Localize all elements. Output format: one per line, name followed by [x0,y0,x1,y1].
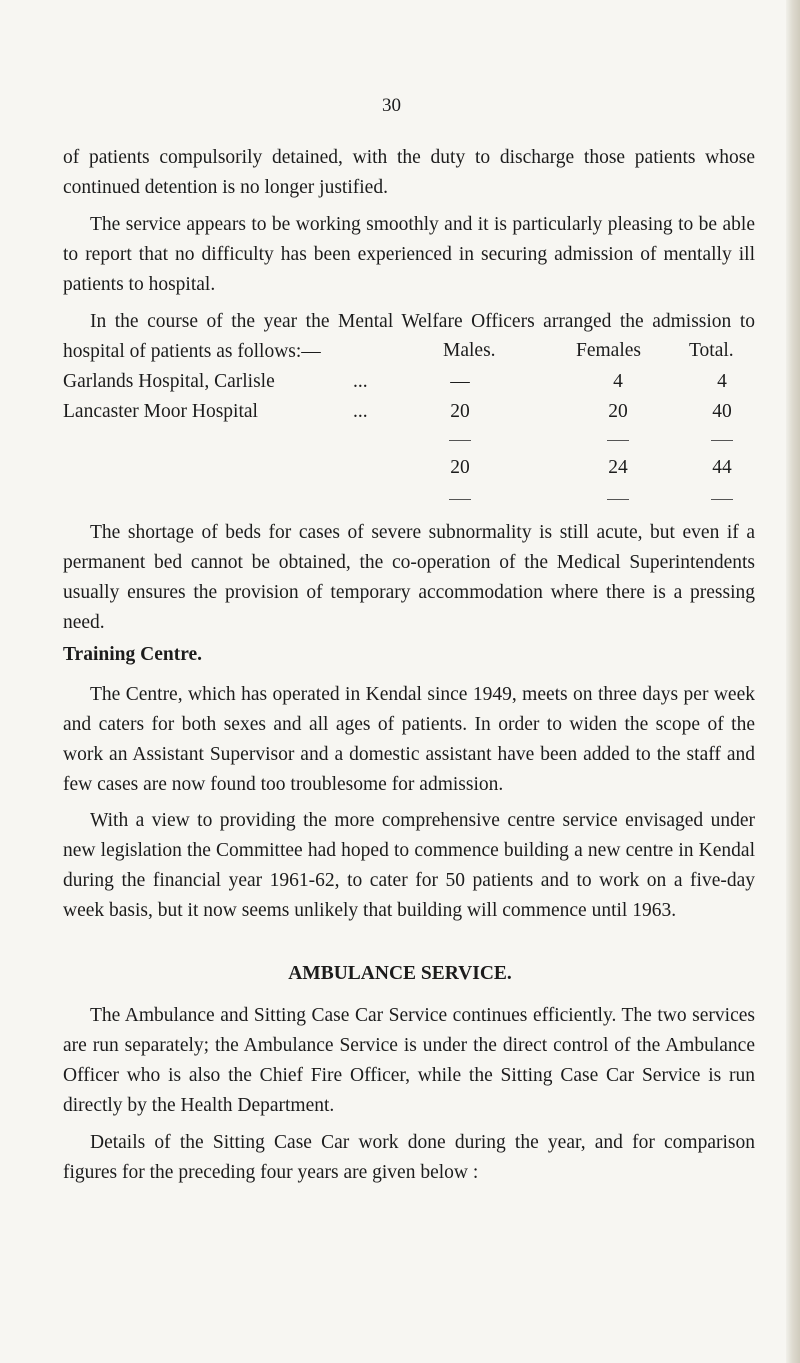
cell-garlands-females: 4 [613,371,623,392]
total-rule-males [449,499,471,500]
row-leader-garlands: ... [353,371,368,392]
header-males: Males. [443,340,496,361]
cell-lancaster-total: 40 [712,401,732,422]
cell-lancaster-females: 20 [608,401,628,422]
total-rule-females [607,499,629,500]
subtotal-rule-males [449,440,471,441]
paragraph-new-centre: With a view to providing the more comprehensive centre service envisaged under new legislation the Committee had hoped to commence building a new centre in Kendal during the financial year 1961-62, to cater for 50 patients and to work on a five-day week basis, but it now seems unlikely that building will commence until 1963. [63,810,755,921]
subtotal-rule-total [711,440,733,441]
cell-lancaster-males: 20 [450,401,470,422]
paragraph-bed-shortage: The shortage of beds for cases of severe subnormality is still acute, but even if a permanent bed cannot be obtained, the co-operation of the Medical Superintendents usually ensures the provision of temporary accommodation where there is a pressing need. [63,522,755,633]
total-females: 24 [608,457,628,478]
paragraph-sitting-case-details: Details of the Sitting Case Car work done during the year, and for comparison figures for the preceding four years are given below : [63,1132,755,1183]
row-name-garlands: Garlands Hospital, Carlisle [63,371,275,392]
paragraph-centre-operation: The Centre, which has operated in Kendal since 1949, meets on three days per week and caters for both sexes and all ages of patients. In order to widen the scope of the work an Assistant Supervisor and a domestic assistant have been added to the staff and few cases are now found too troublesome for admission. [63,684,755,795]
row-name-lancaster: Lancaster Moor Hospital [63,401,258,422]
heading-ambulance-service: AMBULANCE SERVICE. [288,963,512,984]
subtotal-rule-females [607,440,629,441]
paragraph-service-smooth: The service appears to be working smoothly and it is particularly pleasing to be able to report that no difficulty has been experienced in securing admission of mentally ill patients to hospital. [63,214,755,295]
heading-training-centre: Training Centre. [63,644,203,665]
page-edge-shadow [786,0,800,1363]
cell-garlands-total: 4 [717,371,727,392]
header-total: Total. [689,340,734,361]
total-total: 44 [712,457,732,478]
page-number: 30 [382,95,401,116]
total-rule-total [711,499,733,500]
admissions-table [63,340,763,510]
paragraph-admissions-intro: In the course of the year the Mental Welfare Officers arranged the admission to hospital of patients as follows:— [63,311,755,362]
paragraph-continued: of patients compulsorily detained, with the duty to discharge those patients whose continued detention is no longer justified. [63,147,755,198]
paragraph-ambulance-service: The Ambulance and Sitting Case Car Service continues efficiently. The two services are run separately; the Ambulance Service is under the direct control of the Ambulance Officer who is also the Chief Fire Officer, while the Sitting Case Car Service is run directly by the Health Department. [63,1005,755,1116]
header-females: Females [576,340,641,361]
total-males: 20 [450,457,470,478]
row-leader-lancaster: ... [353,401,368,422]
cell-garlands-males: — [450,371,470,392]
